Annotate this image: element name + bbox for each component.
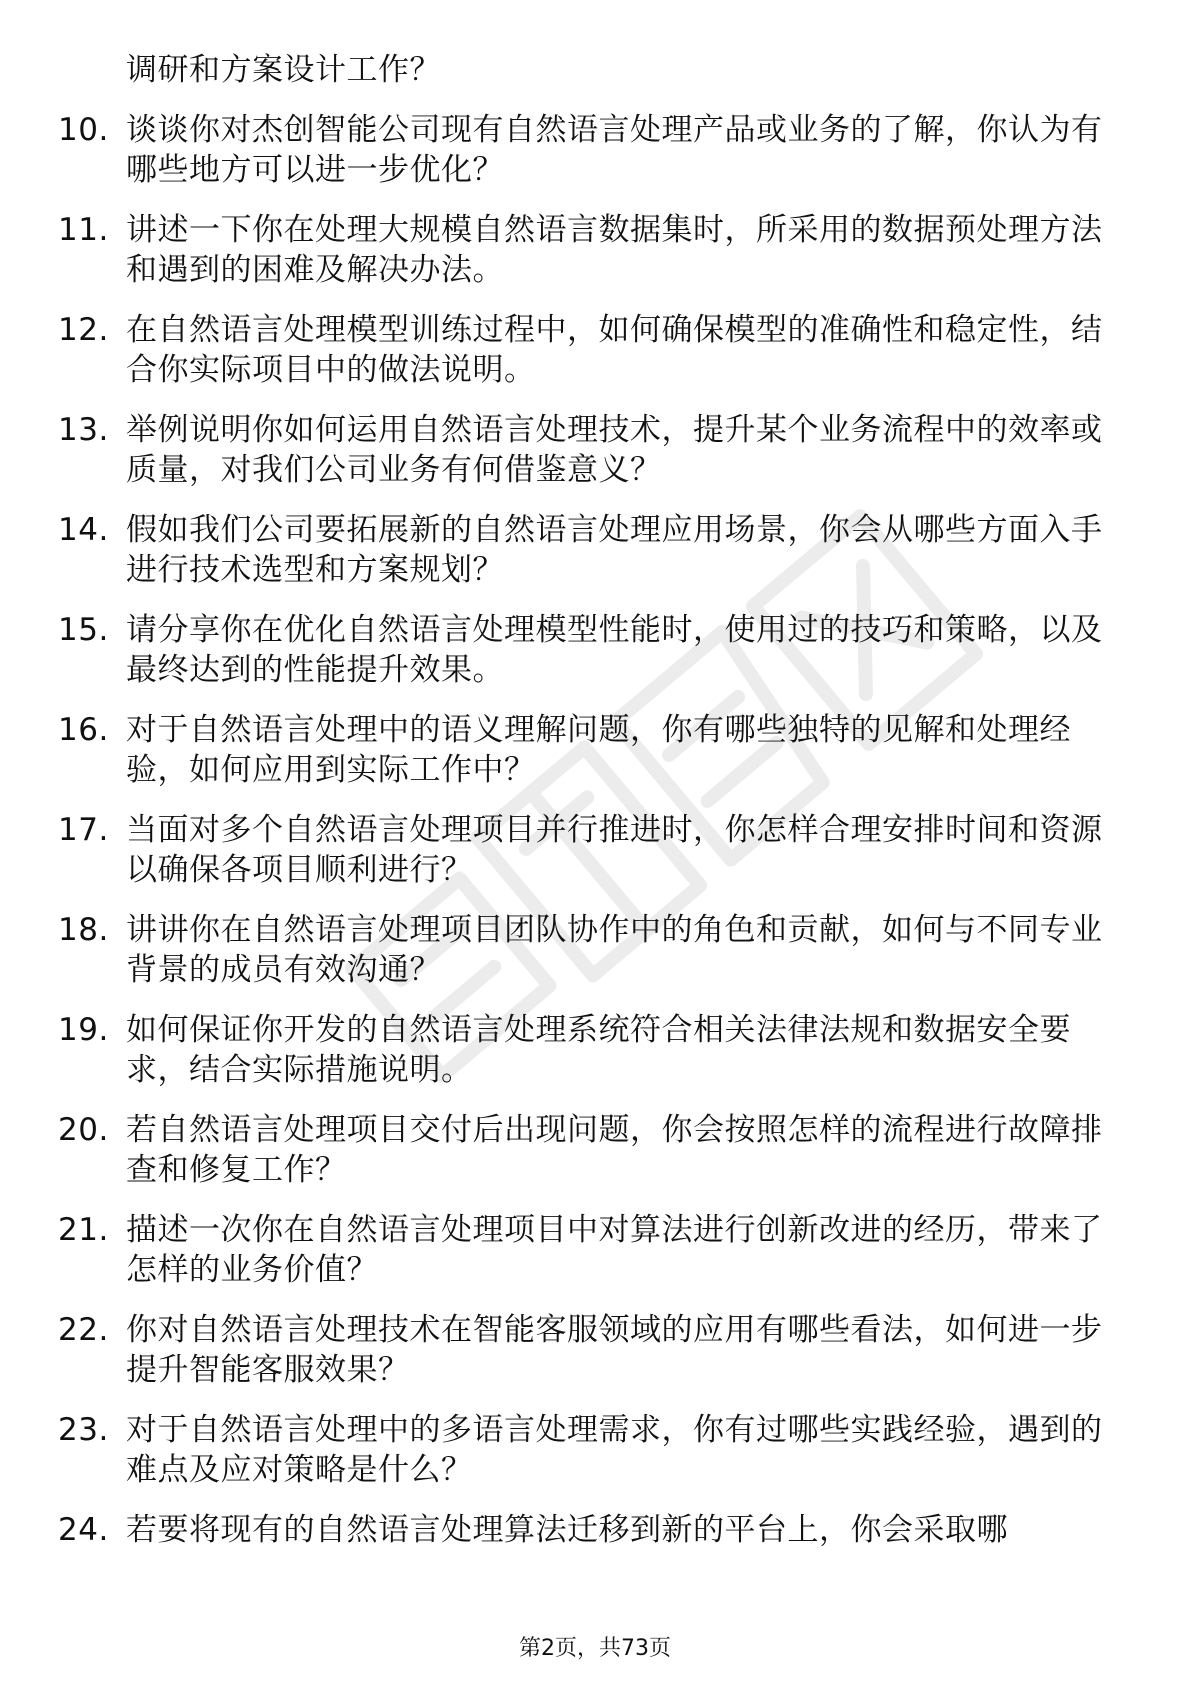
list-item <box>58 310 1118 390</box>
item-text: 请分享你在优化自然语言处理模型性能时，使用过的技巧和策略，以及最终达到的性能提升效果。 <box>126 612 1103 688</box>
item-number: 15. <box>58 612 109 648</box>
item-number: 19. <box>58 1012 109 1048</box>
item-text: 举例说明你如何运用自然语言处理技术，提升某个业务流程中的效率或质量，对我们公司业务有何借鉴意义？ <box>126 412 1103 488</box>
list-item <box>58 1410 1118 1490</box>
list-item <box>58 510 1118 590</box>
list-item <box>58 810 1118 890</box>
item-text: 当面对多个自然语言处理项目并行推进时，你怎样合理安排时间和资源以确保各项目顺利进行？ <box>126 812 1103 888</box>
item-text: 若要将现有的自然语言处理算法迁移到新的平台上，你会采取哪 <box>126 1512 1008 1548</box>
list-item <box>58 1110 1118 1190</box>
item-number: 12. <box>58 312 109 348</box>
item-text: 讲讲你在自然语言处理项目团队协作中的角色和贡献，如何与不同专业背景的成员有效沟通？ <box>126 912 1103 988</box>
list-item <box>58 210 1118 290</box>
item-text: 如何保证你开发的自然语言处理系统符合相关法律法规和数据安全要求，结合实际措施说明。 <box>126 1012 1071 1088</box>
list-item <box>58 610 1118 690</box>
item-number: 22. <box>58 1312 109 1348</box>
list-item <box>58 410 1118 490</box>
list-item <box>58 1010 1118 1090</box>
list-item <box>58 1210 1118 1290</box>
item-number: 10. <box>58 112 109 148</box>
item-number: 11. <box>58 212 109 248</box>
list-item <box>58 110 1118 190</box>
item-number: 17. <box>58 812 109 848</box>
item-number: 24. <box>58 1512 109 1548</box>
item-number: 21. <box>58 1212 109 1248</box>
item-number: 20. <box>58 1112 109 1148</box>
item-text: 对于自然语言处理中的多语言处理需求，你有过哪些实践经验，遇到的难点及应对策略是什么？ <box>126 1412 1103 1488</box>
item-text: 若自然语言处理项目交付后出现问题，你会按照怎样的流程进行故障排查和修复工作？ <box>126 1112 1103 1188</box>
item-number: 16. <box>58 712 109 748</box>
item-number: 18. <box>58 912 109 948</box>
item-text: 描述一次你在自然语言处理项目中对算法进行创新改进的经历，带来了怎样的业务价值？ <box>126 1212 1103 1288</box>
item-number: 13. <box>58 412 109 448</box>
page-footer: 第2页，共73页 <box>519 1636 671 1661</box>
item-text: 对于自然语言处理中的语义理解问题，你有哪些独特的见解和处理经验，如何应用到实际工作中？ <box>126 712 1071 788</box>
item-text: 你对自然语言处理技术在智能客服领域的应用有哪些看法，如何进一步提升智能客服效果？ <box>126 1312 1103 1388</box>
item-text: 讲述一下你在处理大规模自然语言数据集时，所采用的数据预处理方法和遇到的困难及解决办法。 <box>126 212 1103 288</box>
item-text: 假如我们公司要拓展新的自然语言处理应用场景，你会从哪些方面入手进行技术选型和方案规划？ <box>126 512 1103 588</box>
question-list <box>58 50 1118 1570</box>
item-text: 谈谈你对杰创智能公司现有自然语言处理产品或业务的了解，你认为有哪些地方可以进一步优化？ <box>126 112 1103 188</box>
item-number: 23. <box>58 1412 109 1448</box>
item-text: 在自然语言处理模型训练过程中，如何确保模型的准确性和稳定性，结合你实际项目中的做法说明。 <box>126 312 1103 388</box>
list-item <box>58 1310 1118 1390</box>
list-item <box>58 710 1118 790</box>
carryover-line: 调研和方案设计工作？ <box>126 52 441 88</box>
list-item <box>58 1510 1118 1550</box>
list-item <box>58 910 1118 990</box>
item-number: 14. <box>58 512 109 548</box>
